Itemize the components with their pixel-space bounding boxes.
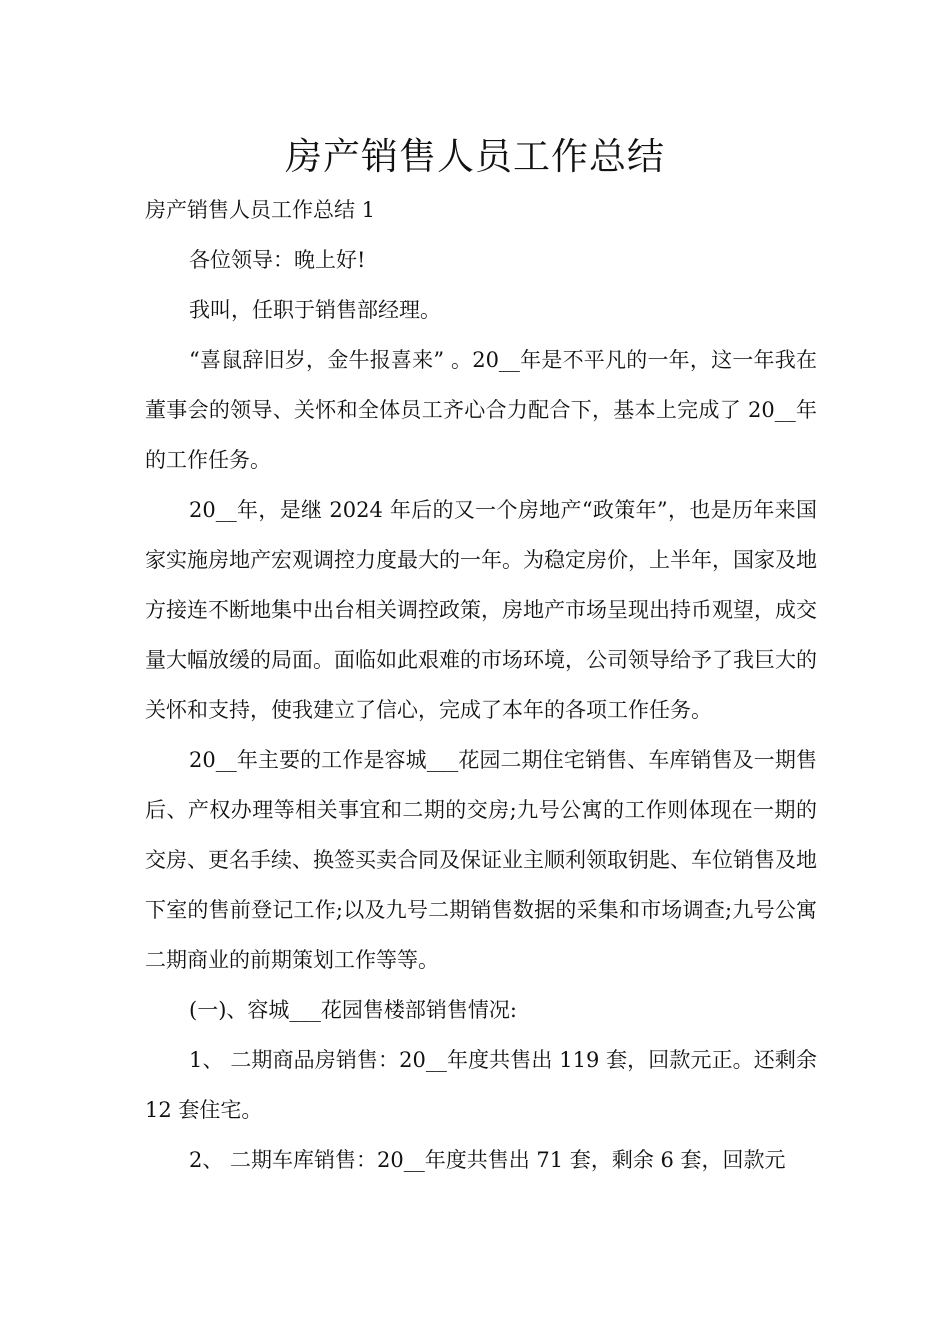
list-item: 2、 二期车库销售：20__年度共售出 71 套，剩余 6 套，回款元 xyxy=(189,1148,786,1172)
section-one-heading: (一)、容城___花园售楼部销售情况: xyxy=(189,998,517,1022)
section-heading: 房产销售人员工作总结 1 xyxy=(145,198,376,222)
document-title: 房产销售人员工作总结 xyxy=(285,135,665,178)
intro-paragraph: 我叫，任职于销售部经理。 xyxy=(189,298,441,322)
greeting-paragraph: 各位领导：晚上好! xyxy=(189,248,366,272)
market-paragraph: 20__年，是继 2024 年后的又一个房地产“政策年”，也是历年来国家实施房地产宏观调控力度最大的一年。为稳定房价，上半年，国家及地方接连不断地集中出台相关调控政策，房地产市场呈现出持币观望，成交量大幅放缓的局面。面临如此艰难的市场环境，公司领导给予了我巨大的关怀和支持，使我建立了信心，完成了本年的各项工作任务。 xyxy=(145,498,817,722)
work-summary-paragraph: 20__年主要的工作是容城___花园二期住宅销售、车库销售及一期售后、产权办理等相关事宜和二期的交房;九号公寓的工作则体现在一期的交房、更名手续、换签买卖合同及保证业主顺利领取钥匙、车位销售及地下室的售前登记工作;以及九号二期销售数据的采集和市场调查;九号公寓二期商业的前期策划工作等等。 xyxy=(145,748,817,972)
list-item: 1、 二期商品房销售：20__年度共售出 119 套，回款元正。还剩余 12 套住宅。 xyxy=(145,1048,817,1122)
document-body xyxy=(145,185,817,1185)
opening-paragraph: “喜鼠辞旧岁，金牛报喜来” 。20__年是不平凡的一年，这一年我在董事会的领导、关怀和全体员工齐心合力配合下，基本上完成了 20__年的工作任务。 xyxy=(145,348,817,472)
